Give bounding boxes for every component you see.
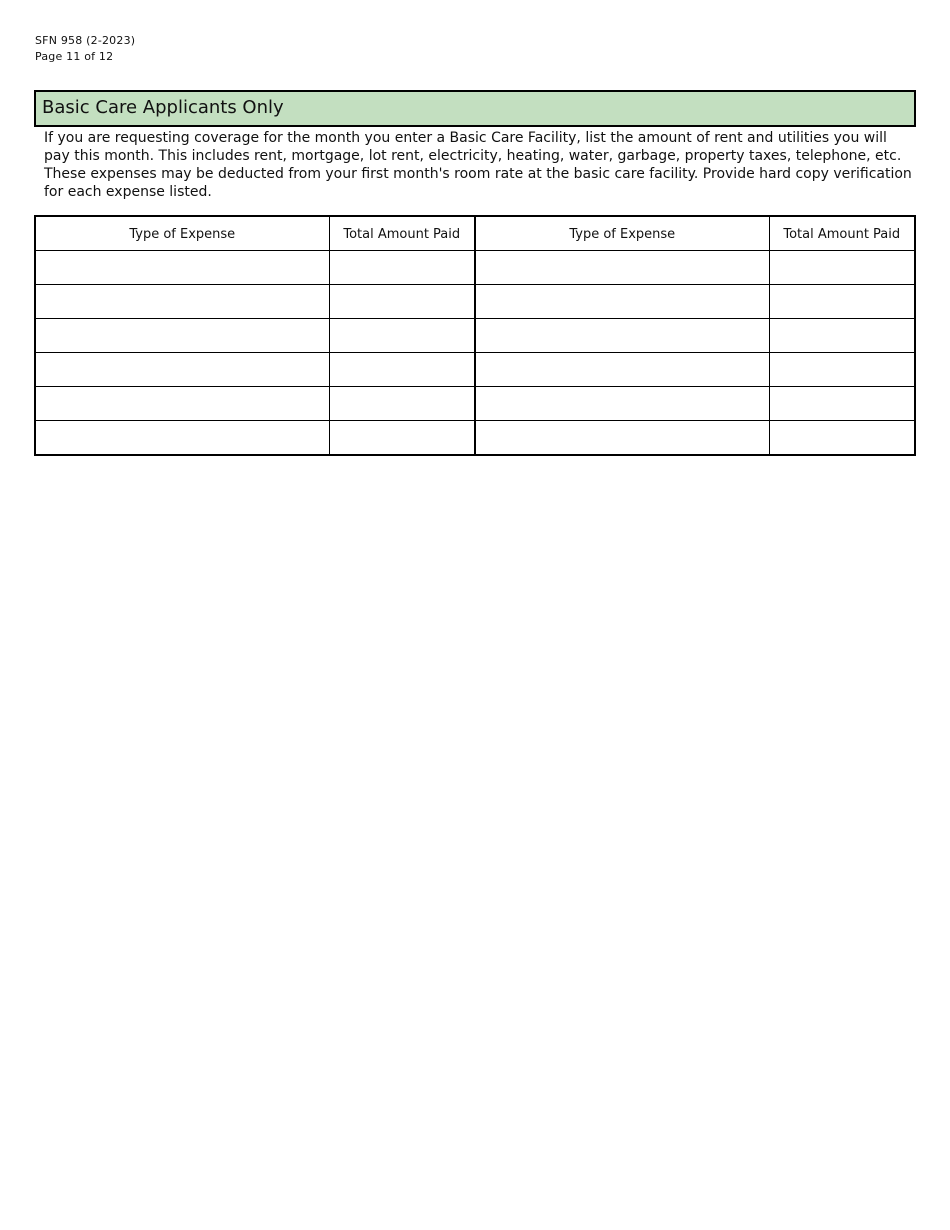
column-header-total-amount-paid-left: Total Amount Paid [329, 216, 475, 250]
expense-type-input[interactable] [36, 387, 329, 420]
amount-paid-input[interactable] [770, 421, 915, 454]
column-header-type-of-expense-right: Type of Expense [475, 216, 769, 250]
expense-type-input[interactable] [36, 353, 329, 386]
amount-paid-input[interactable] [330, 387, 475, 420]
expense-type-input[interactable] [476, 421, 769, 454]
amount-paid-input[interactable] [770, 387, 915, 420]
amount-paid-input[interactable] [330, 353, 475, 386]
expense-type-input[interactable] [476, 387, 769, 420]
table-row [35, 250, 915, 284]
section-title: Basic Care Applicants Only [42, 97, 284, 118]
table-row [35, 352, 915, 386]
expense-table [34, 215, 916, 456]
expense-type-input[interactable] [476, 285, 769, 318]
table-row [35, 284, 915, 318]
amount-paid-input[interactable] [330, 319, 475, 352]
table-row [35, 386, 915, 420]
column-header-total-amount-paid-right: Total Amount Paid [769, 216, 915, 250]
form-number: SFN 958 (2-2023) [35, 34, 136, 47]
amount-paid-input[interactable] [770, 353, 915, 386]
amount-paid-input[interactable] [770, 285, 915, 318]
amount-paid-input[interactable] [770, 319, 915, 352]
expense-type-input[interactable] [476, 353, 769, 386]
table-row [35, 420, 915, 455]
page-number: Page 11 of 12 [35, 50, 114, 63]
column-header-type-of-expense-left: Type of Expense [35, 216, 329, 250]
expense-type-input[interactable] [36, 285, 329, 318]
amount-paid-input[interactable] [330, 251, 475, 284]
amount-paid-input[interactable] [330, 285, 475, 318]
expense-type-input[interactable] [36, 319, 329, 352]
form-header [35, 33, 135, 65]
expense-type-input[interactable] [36, 251, 329, 284]
amount-paid-input[interactable] [330, 421, 475, 454]
expense-type-input[interactable] [476, 251, 769, 284]
expense-type-input[interactable] [476, 319, 769, 352]
section-title-bar [34, 90, 916, 127]
table-row [35, 318, 915, 352]
table-header-row [35, 216, 915, 250]
expense-type-input[interactable] [36, 421, 329, 454]
instructions-text: If you are requesting coverage for the month you enter a Basic Care Facility, list the amount of rent and utilities you will pay this month. This includes rent, mortgage, lot rent, electricity, heating, water, garbage, property taxes, telephone, etc. These expenses may be deducted from your first month's room rate at the basic care facility. Provide hard copy verification for each expense listed. [44, 130, 912, 200]
amount-paid-input[interactable] [770, 251, 915, 284]
